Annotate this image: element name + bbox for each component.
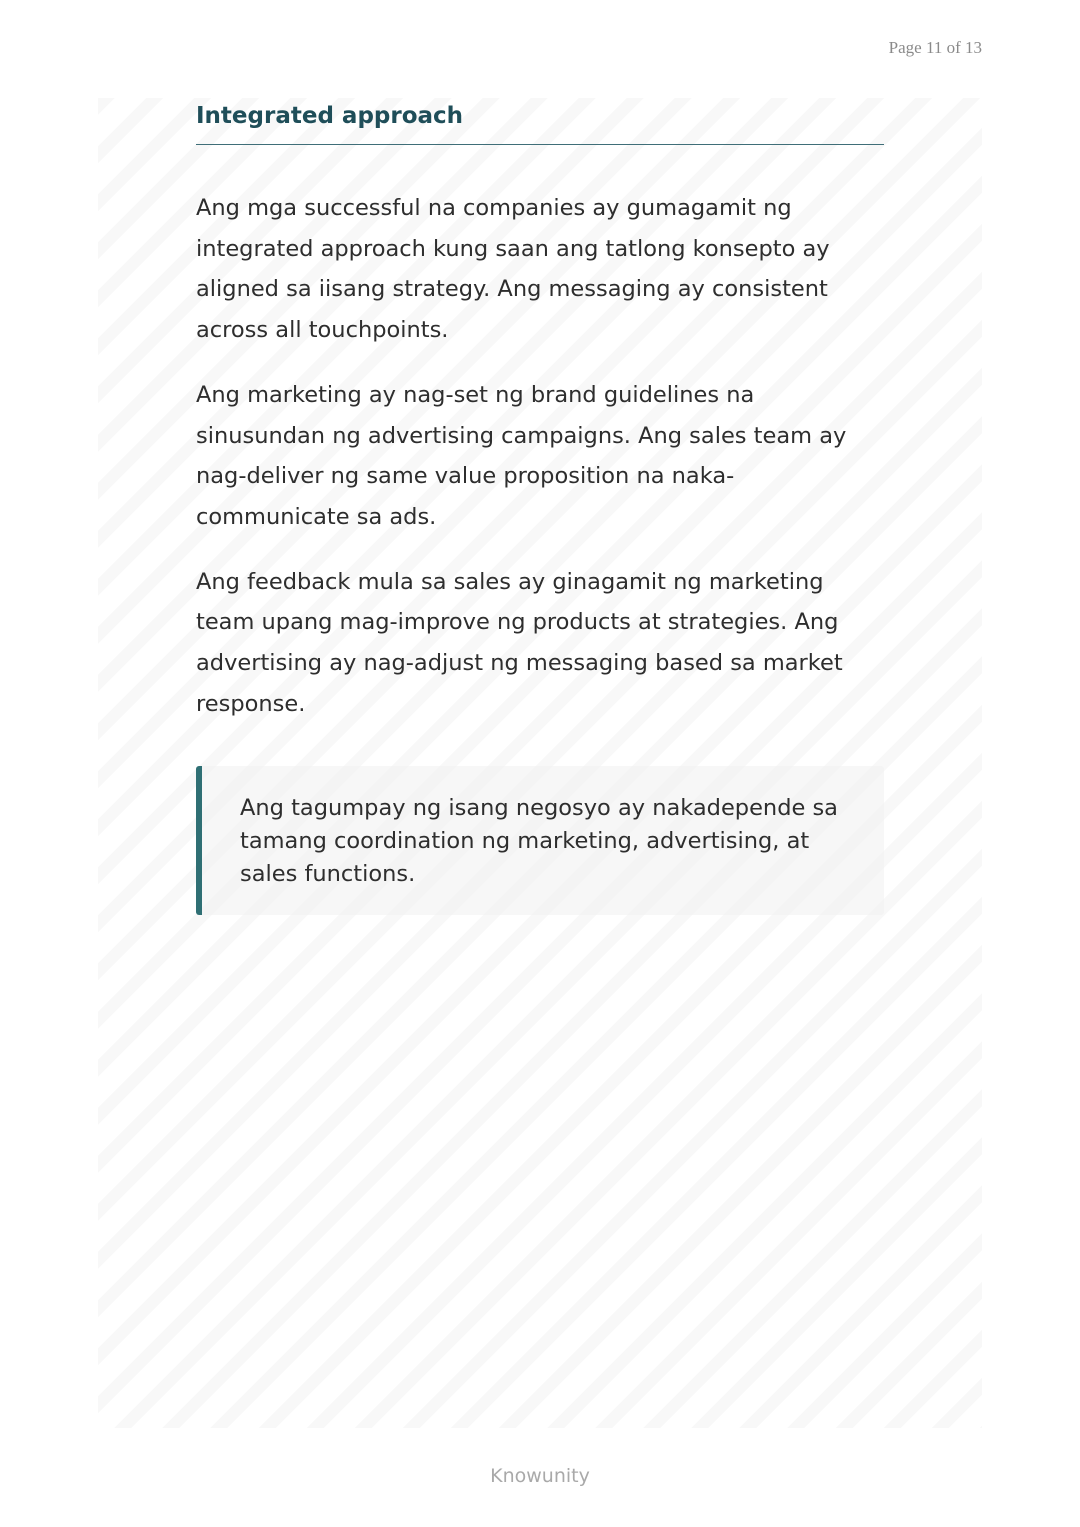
footer-brand: Knowunity xyxy=(490,1465,590,1487)
section-heading: Integrated approach xyxy=(196,103,464,129)
callout-box xyxy=(196,766,884,915)
paragraph-1: Ang mga successful na companies ay gumagamit ng integrated approach kung saan ang tatlong konsepto ay aligned sa iisang strategy. Ang messaging ay consistent across all touchpoints. xyxy=(196,195,830,344)
paragraph-3: Ang feedback mula sa sales ay ginagamit ng marketing team upang mag-improve ng products at strategies. Ang advertising ay nag-adjust ng messaging based sa market response. xyxy=(196,568,843,717)
paragraph-2: Ang marketing ay nag-set ng brand guidelines na sinusundan ng advertising campaigns. Ang sales team ay nag-deliver ng same value proposition na naka-communicate sa ads. xyxy=(196,381,847,530)
page-number: Page 11 of 13 xyxy=(888,38,982,57)
section-container xyxy=(196,98,884,915)
callout-text: Ang tagumpay ng isang negosyo ay nakadepende sa tamang coordination ng marketing, advertising, at sales functions. xyxy=(240,795,838,888)
heading-divider xyxy=(196,144,884,145)
content-area xyxy=(98,98,982,1428)
